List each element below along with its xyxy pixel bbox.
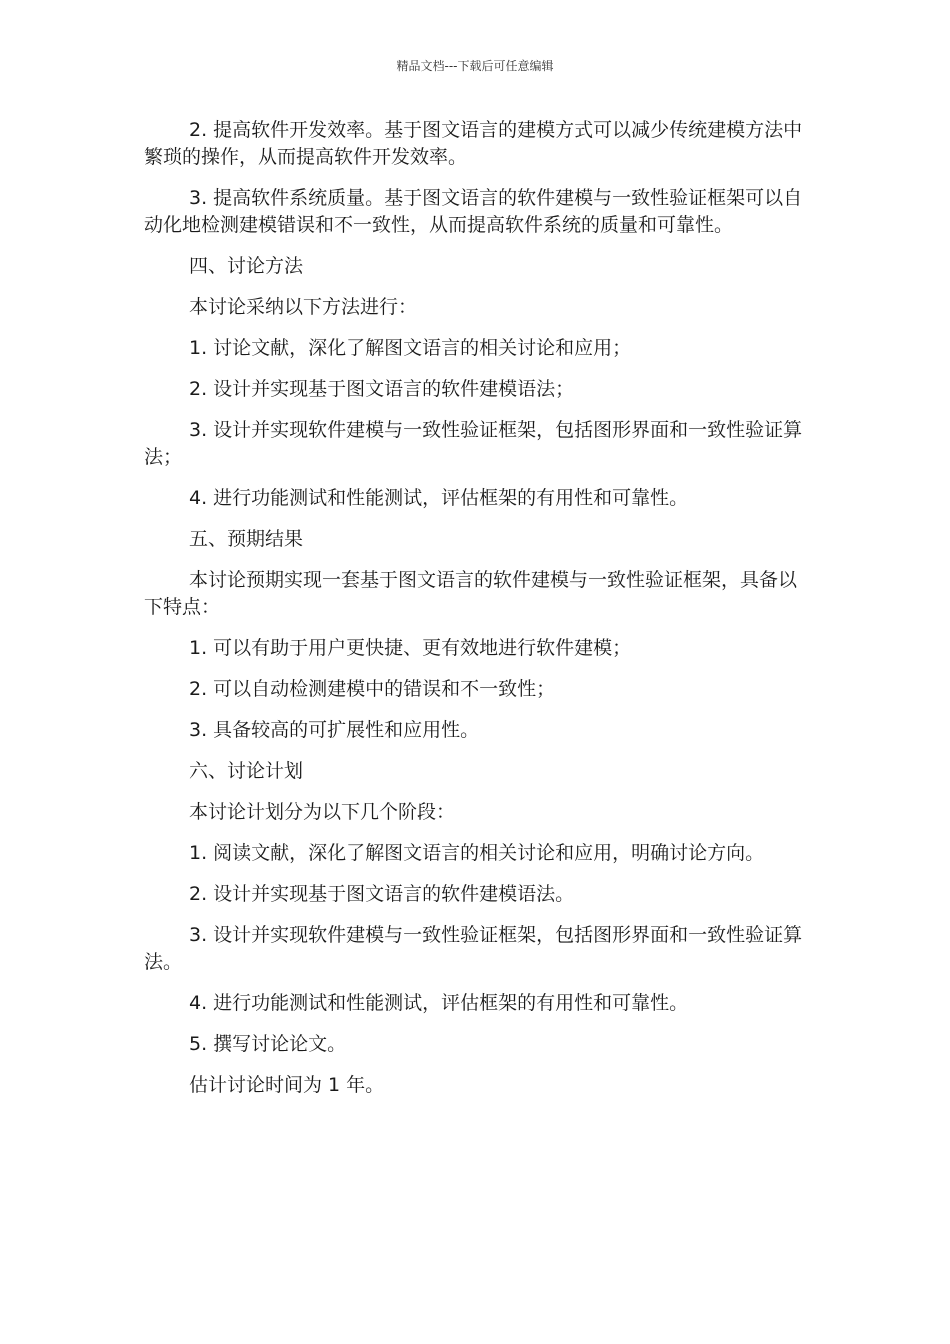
list-item-plan-1: 1. 阅读文献，深化了解图文语言的相关讨论和应用，明确讨论方向。 xyxy=(189,842,765,864)
list-item-plan-3: 3. 设计并实现软件建模与一致性验证框架，包括图形界面和一致性验证算法。 xyxy=(144,924,803,973)
document-body xyxy=(144,117,814,1113)
paragraph-plan-intro: 本讨论计划分为以下几个阶段： xyxy=(189,801,456,823)
list-item-method-1: 1. 讨论文献，深化了解图文语言的相关讨论和应用； xyxy=(189,337,632,359)
paragraph-goal-quality: 3. 提高软件系统质量。基于图文语言的软件建模与一致性验证框架可以自动化地检测建模错误和不一致性，从而提高软件系统的质量和可靠性。 xyxy=(144,187,803,236)
list-item-plan-4: 4. 进行功能测试和性能测试，评估框架的有用性和可靠性。 xyxy=(189,992,689,1014)
section-heading-plan: 六、讨论计划 xyxy=(189,760,304,782)
list-item-method-2: 2. 设计并实现基于图文语言的软件建模语法； xyxy=(189,378,575,400)
section-heading-methods: 四、讨论方法 xyxy=(189,255,304,277)
list-item-result-3: 3. 具备较高的可扩展性和应用性。 xyxy=(189,719,480,741)
paragraph-estimated-time: 估计讨论时间为 1 年。 xyxy=(189,1074,385,1096)
list-item-result-2: 2. 可以自动检测建模中的错误和不一致性； xyxy=(189,678,556,700)
section-heading-results: 五、预期结果 xyxy=(189,528,304,550)
page-header: 精品文档---下载后可任意编辑 xyxy=(396,59,554,73)
list-item-method-4: 4. 进行功能测试和性能测试，评估框架的有用性和可靠性。 xyxy=(189,487,689,509)
paragraph-results-intro: 本讨论预期实现一套基于图文语言的软件建模与一致性验证框架，具备以下特点： xyxy=(144,569,798,618)
list-item-method-3: 3. 设计并实现软件建模与一致性验证框架，包括图形界面和一致性验证算法； xyxy=(144,419,803,468)
list-item-plan-2: 2. 设计并实现基于图文语言的软件建模语法。 xyxy=(189,883,575,905)
paragraph-methods-intro: 本讨论采纳以下方法进行： xyxy=(189,296,418,318)
paragraph-goal-efficiency: 2. 提高软件开发效率。基于图文语言的建模方式可以减少传统建模方法中繁琐的操作，从而提高软件开发效率。 xyxy=(144,119,803,168)
list-item-plan-5: 5. 撰写讨论论文。 xyxy=(189,1033,347,1055)
list-item-result-1: 1. 可以有助于用户更快捷、更有效地进行软件建模； xyxy=(189,637,632,659)
